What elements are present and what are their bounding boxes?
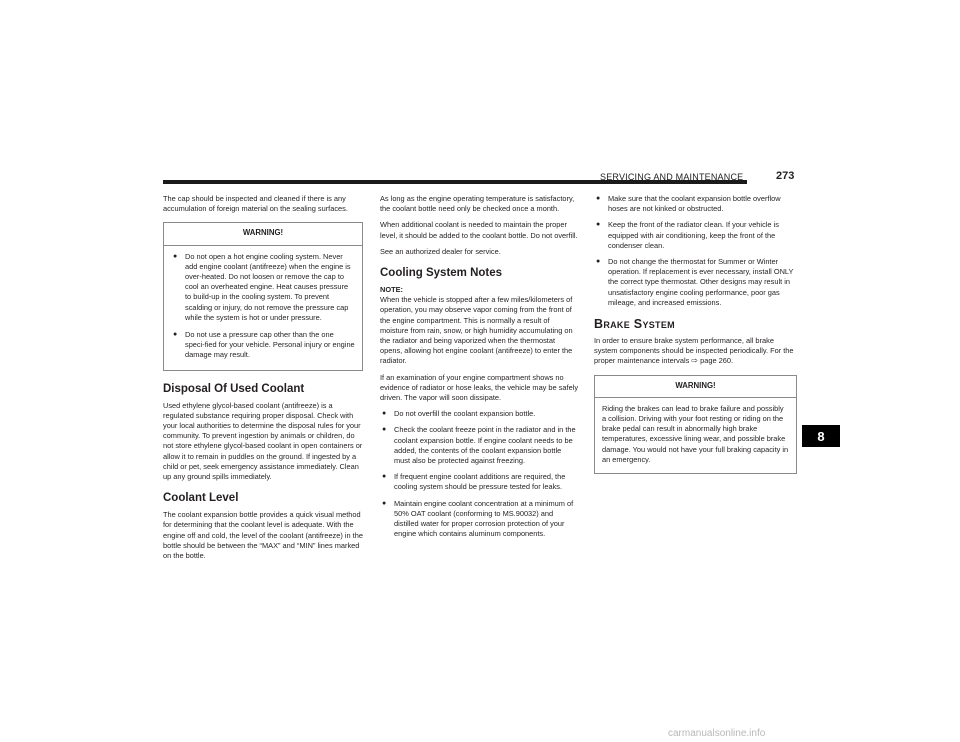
coolant-level-heading: Coolant Level bbox=[163, 492, 239, 505]
coolant-level-text: The coolant expansion bottle provides a quick visual method for determining that the coolant level is adequate. With the engine off and cold, the level of the coolant (antifreeze) in the bottle should be between the “MAX” and “MIN” lines marked on the bottle. bbox=[163, 510, 363, 561]
page-reference-link[interactable]: page 260. bbox=[700, 356, 734, 366]
column-left bbox=[163, 194, 363, 567]
brake-system-text: In order to ensure brake system performance, all brake system components should be inspected periodically. For the proper maintenance intervals ⇨ page 260. bbox=[594, 336, 794, 366]
chapter-tab: 8 bbox=[802, 425, 840, 447]
header-section-title: SERVICING AND MAINTENANCE bbox=[600, 172, 744, 182]
page-reference-arrow-icon: ⇨ bbox=[691, 356, 699, 366]
note-text: When the vehicle is stopped after a few miles/kilometers of operation, you may observe vapor coming from the front of the engine compartment. This is normally a result of moisture from rain, snow, or high humidity accumulating on the radiator and being vaporized when the thermostat opens, allowing hot engine coolant (antifreeze) to enter the radiator. bbox=[380, 295, 573, 366]
leak-check-text: If an examination of your engine compartment shows no evidence of radiator or hose leaks, the vehicle may be safely driven. The vapor will soon dissipate. bbox=[380, 372, 579, 403]
list-item: ● Do not overfill the coolant expansion bottle. bbox=[382, 409, 536, 419]
bullet-icon: ● bbox=[173, 252, 178, 260]
disposal-heading: Disposal Of Used Coolant bbox=[163, 382, 305, 395]
cap-inspection-text: The cap should be inspected and cleaned if there is any accumulation of foreign material on the sealing surfaces. bbox=[163, 194, 348, 214]
note-label: NOTE: bbox=[380, 285, 403, 295]
column-right bbox=[594, 194, 797, 486]
bullet-icon: ● bbox=[382, 473, 387, 481]
warning-item: ● Do not open a hot engine cooling system. Never add engine coolant (antifreeze) when the engine is over-heated. Do not loosen or remove the cap to cool an overheated engine. Heat causes pressure to build-up in the cooling system. To prevent scalding or injury, do not remove the pressure cap while the system is hot or under pressure. bbox=[173, 251, 351, 322]
brake-system-heading: Brake System bbox=[594, 317, 675, 332]
list-item: ● If frequent engine coolant additions are required, the cooling system should be pressure tested for leaks. bbox=[382, 472, 566, 492]
warning-title: WARNING! bbox=[595, 376, 796, 398]
bullet-icon: ● bbox=[382, 426, 387, 434]
list-item: ● Make sure that the coolant expansion bottle overflow hoses are not kinked or obstructed. bbox=[596, 194, 781, 214]
cooling-notes-heading: Cooling System Notes bbox=[380, 267, 503, 280]
bullet-icon: ● bbox=[173, 331, 178, 339]
warning-item: ● Do not use a pressure cap other than the one speci-fied for your vehicle. Personal injury or engine damage may result. bbox=[173, 330, 355, 360]
warning-title: WARNING! bbox=[164, 223, 362, 245]
list-item: ● Keep the front of the radiator clean. If your vehicle is equipped with air conditioning, keep the front of the condenser clean. bbox=[596, 220, 779, 250]
brake-warning-box bbox=[594, 375, 797, 474]
brake-warning-text: Riding the brakes can lead to brake failure and possibly a collision. Driving with your foot resting or riding on the brake pedal can result in abnormally high brake temperatures, excessive lining wear, and possible brake damage. You would not have your full braking capacity in an emergency. bbox=[602, 403, 789, 464]
list-item: ● Maintain engine coolant concentration at a minimum of 50% OAT coolant (conforming to MS.90032) and distilled water for proper corrosion protection of your engine which contains aluminum components. bbox=[382, 498, 574, 539]
bullet-icon: ● bbox=[596, 195, 601, 202]
add-coolant-text: When additional coolant is needed to maintain the proper level, it should be added to the coolant bottle. Do not overfill. bbox=[380, 220, 578, 240]
bullet-icon: ● bbox=[382, 499, 387, 507]
check-interval-text: As long as the engine operating temperature is satisfactory, the coolant bottle need only be checked once a month. bbox=[380, 194, 575, 214]
list-item: ● Check the coolant freeze point in the radiator and in the coolant expansion bottle. If engine coolant needs to be added, the contents of the coolant expansion bottle must also be protected against freezing. bbox=[382, 425, 576, 466]
list-item: ● Do not change the thermostat for Summer or Winter operation. If replacement is ever necessary, install ONLY the correct type thermostat. Other designs may result in unsatisfactory engine cooling performance, poor gas mileage, and increased emissions. bbox=[596, 257, 794, 307]
watermark: carmanualsonline.info bbox=[668, 728, 766, 739]
bullet-icon: ● bbox=[596, 221, 601, 229]
disposal-text: Used ethylene glycol-based coolant (antifreeze) is a regulated substance requiring proper disposal. Check with your local authorities to determine the disposal rules for your community. To prevent ingestion by animals or children, do not store ethylene glycol-based coolant in open containers or allow it to remain in puddles on the ground. If ingested by a child or pet, seek emergency assistance immediately. Clean up any ground spills immediately. bbox=[163, 400, 363, 482]
bullet-icon: ● bbox=[382, 410, 387, 418]
bullet-icon: ● bbox=[596, 258, 601, 266]
dealer-service-text: See an authorized dealer for service. bbox=[380, 246, 501, 256]
page-number: 273 bbox=[776, 170, 795, 182]
cooling-warning-box bbox=[163, 222, 363, 370]
column-middle bbox=[380, 194, 579, 545]
